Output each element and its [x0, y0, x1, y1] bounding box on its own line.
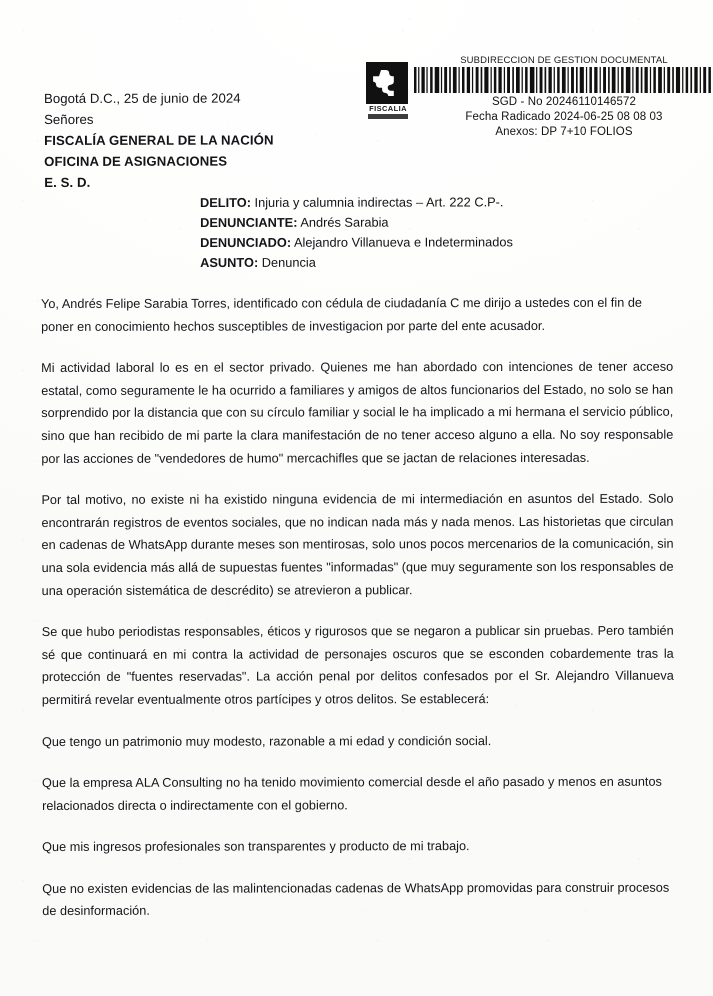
case-asunto: [200, 252, 620, 273]
paragraph-5: Que tengo un patrimonio muy modesto, razonable a mi edad y condición social.: [41, 733, 492, 749]
case-denunciante: [200, 212, 620, 233]
case-delito-value: Injuria y calumnia indirectas – Art. 222 C.P-.: [250, 194, 504, 210]
paragraph-4: Se que hubo periodistas responsables, éticos y rigurosos que se negaron a publicar sin pruebas. Pero también sé que continuará en mi contra la actividad de personajes oscuros que se esconden cobardemente tras la protección de "fuentes reservadas". La acción penal por delitos confesados por el Sr. Alejandro Villanueva permitirá revelar eventualmente otros partícipes y otros delitos. Se establecerá:: [41, 623, 674, 707]
case-denunciado-label: DENUNCIADO:: [200, 234, 292, 250]
fiscalia-logo-underline: [368, 114, 408, 119]
case-asunto-label: ASUNTO:: [200, 254, 259, 270]
case-denunciante-value: Andrés Sarabia: [297, 214, 389, 230]
paragraph-2: Mi actividad laboral lo es en el sector privado. Quienes me han abordado con intenciones de tener acceso estatal, como seguramente le ha ocurrido a familiares y amigos de altos funcionarios del Estado, no solo se han sorprendido por la distancia que con su círculo familiar y social le ha implicado a mi hermana el servicio público, sino que han recibido de mi parte la clara manifestación de no tener acceso alguno a ella. No soy responsable por las acciones de "vendedores de humo" mercachifles que se jactan de relaciones interesadas.: [41, 359, 674, 466]
reception-stamp: [366, 54, 713, 140]
stamp-fecha-radicado-line: Fecha Radicado 2024-06-25 08 08 03: [465, 111, 663, 123]
fiscalia-logo: [366, 54, 410, 119]
case-denunciante-label: DENUNCIANTE:: [200, 214, 298, 230]
fiscalia-logo-text: FISCALIA: [369, 104, 407, 113]
addressee-esd: E. S. D.: [44, 174, 91, 190]
paragraph-6: Que la empresa ALA Consulting no ha tenido movimiento comercial desde el año pasado y menos en asuntos relacionados directa o indirectamente con el gobierno.: [42, 774, 662, 813]
fiscalia-emblem-icon: [366, 62, 408, 104]
case-delito: [200, 192, 620, 213]
place-and-date: Bogotá D.C., 25 de junio de 2024: [44, 90, 241, 106]
addressee-office: OFICINA DE ASIGNACIONES: [44, 153, 228, 169]
paragraph-3: Por tal motivo, no existe ni ha existido ninguna evidencia de mi intermediación en asuntos del Estado. Solo encontrarán registros de eventos sociales, que no indican nada más y nada menos. Las historietas que circulan en cadenas de WhatsApp durante meses son mentirosas, solo unos pocos mercenarios de la comunicación, sin una sola evidencia más allá de supuestas fuentes "informadas" (que muy seguramente son los responsables de una operación sistemática de descrédito) se atrevieron a publicar.: [41, 491, 674, 598]
addressee-entity: FISCALÍA GENERAL DE LA NACIÓN: [44, 132, 274, 148]
paragraph-1: Yo, Andrés Felipe Sarabia Torres, identificado con cédula de ciudadanía C me dirijo a ustedes con el fin de poner en conocimiento hechos susceptibles de investigacion por parte del ente acusador.: [41, 295, 642, 334]
paragraph-7: Que mis ingresos profesionales son transparentes y producto de mi trabajo.: [42, 839, 470, 855]
stamp-title: SUBDIRECCION DE GESTION DOCUMENTAL: [460, 55, 668, 66]
salutation: Señores: [44, 111, 94, 127]
barcode-icon: [414, 67, 713, 93]
case-reference-block: [200, 192, 620, 273]
case-delito-label: DELITO:: [200, 194, 251, 210]
case-denunciado: [200, 232, 620, 253]
paragraph-8: Que no existen evidencias de las malintencionadas cadenas de WhatsApp promovidas para construir procesos de desinformación.: [42, 880, 670, 919]
case-denunciado-value: Alejandro Villanueva e Indeterminados: [291, 234, 513, 250]
stamp-anexos-line: Anexos: DP 7+10 FOLIOS: [495, 126, 633, 138]
case-asunto-value: Denuncia: [258, 254, 316, 270]
document-body: [41, 292, 674, 923]
stamp-sgd-line: SGD - No 20246110146572: [491, 96, 637, 108]
letterhead: [44, 87, 354, 193]
stamp-content: [414, 54, 713, 140]
